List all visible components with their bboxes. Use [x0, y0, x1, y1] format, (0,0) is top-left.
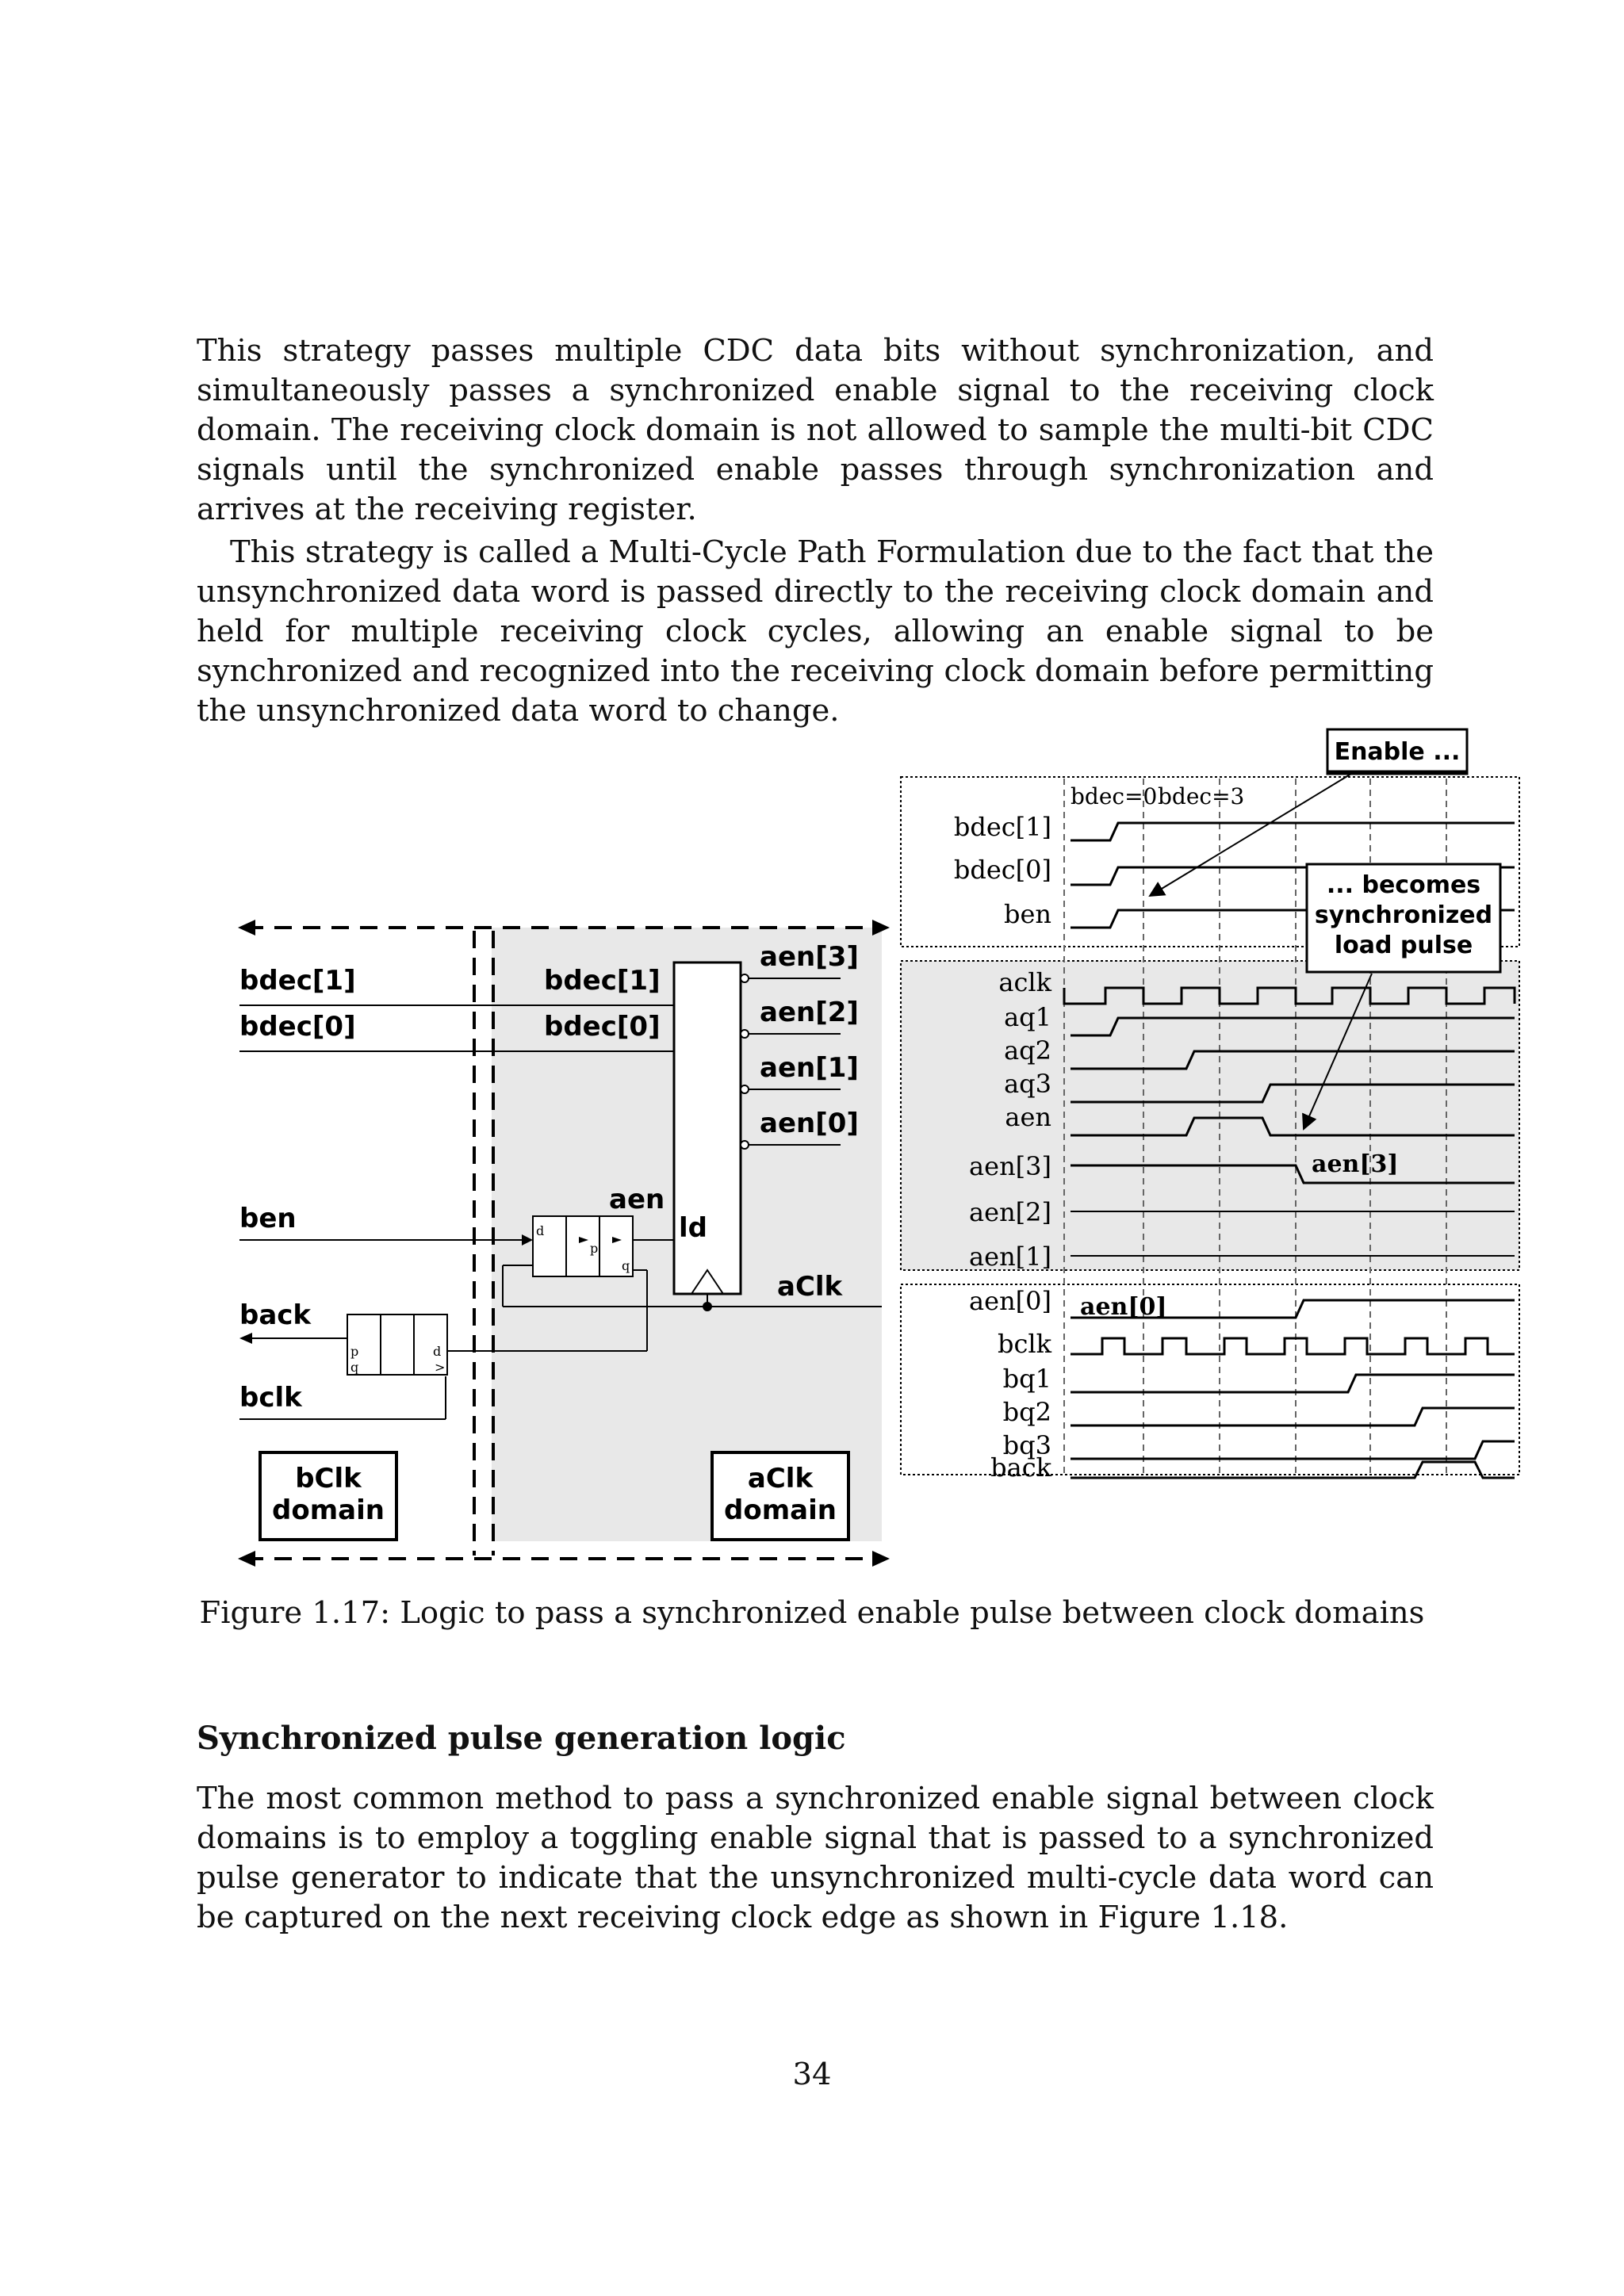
timing-label-ben: ben [1003, 899, 1051, 929]
label-bdec0-inner: bdec[0] [544, 1011, 661, 1043]
timing-label-aen: aen [1005, 1102, 1051, 1132]
timing-label-bclk: bclk [997, 1329, 1051, 1359]
page-number: 34 [792, 2057, 832, 2092]
annotation-aen0: aen[0] [1080, 1293, 1167, 1321]
label-bclk: bclk [239, 1382, 302, 1414]
pin-q: q [622, 1258, 630, 1273]
timing-label-bdec0: bdec[0] [953, 855, 1051, 885]
bclk-domain-line1: bClk [295, 1463, 362, 1494]
timing-label-aen3: aen[3] [969, 1151, 1051, 1181]
label-aen3: aen[3] [760, 941, 859, 973]
bclk-domain-line2: domain [272, 1494, 385, 1526]
paragraph-intro: This strategy passes multiple CDC data bits without synchronization, and simultaneously passes a synchronized enable signal to the receiving clock domain. The receiving clock domain is not allowed to sample the multi-bit CDC signals until the synchronized enable passes through synchronization and arrives at the receiving register. [197, 333, 1434, 527]
label-ld: ld [679, 1212, 707, 1244]
timing-label-bq3: bq3 [1002, 1430, 1051, 1460]
paragraph-multi-cycle-path: This strategy is called a Multi-Cycle Path Formulation due to the fact that the unsynchronized data word is passed directly to the receiving clock domain and held for multiple receiving clock cycles, allowing an enable signal to be synchronized and recognized into the receiving clock domain before permitting the unsynchronized data word to change. [197, 534, 1434, 729]
figure-1-17 [230, 723, 1546, 1568]
timing-label-bdec1: bdec[1] [953, 812, 1051, 842]
arrowhead-left-top [238, 920, 255, 936]
timing-label-aq2: aq2 [1004, 1035, 1051, 1066]
pin-d: d [536, 1223, 545, 1238]
pin-clk-send: > [435, 1360, 446, 1375]
pin-d-send: d [433, 1344, 442, 1359]
timing-label-aq1: aq1 [1004, 1002, 1051, 1032]
paragraph-pulse-generation: The most common method to pass a synchronized enable signal between clock domains is to employ a toggling enable signal that is passed to a synchronized pulse generator to indicate that the unsynchronized multi-cycle data word can be captured on the next receiving clock edge as shown in Figure 1.18. [197, 1781, 1434, 1935]
timing-label-bq2: bq2 [1002, 1397, 1051, 1427]
label-bdec-eq-3: bdec=3 [1158, 783, 1245, 809]
label-aen-sync: aen [609, 1184, 665, 1215]
label-aen1: aen[1] [760, 1052, 859, 1084]
label-aen2: aen[2] [760, 997, 859, 1028]
label-bdec1-left: bdec[1] [239, 965, 356, 997]
timing-label-aclk: aclk [998, 967, 1051, 997]
label-ben: ben [239, 1203, 297, 1234]
timing-label-bq1: bq1 [1002, 1364, 1051, 1394]
callout-becomes-line2: synchronized [1314, 901, 1493, 929]
pin-p-send: p [350, 1344, 359, 1359]
arrowhead-left-bottom [238, 1551, 255, 1567]
timing-label-aen2: aen[2] [969, 1197, 1051, 1227]
timing-label-aen0: aen[0] [969, 1286, 1051, 1316]
label-aclk: aClk [777, 1271, 843, 1303]
schematic [238, 920, 890, 1567]
label-aen0: aen[0] [760, 1108, 859, 1139]
timing-label-aq3: aq3 [1004, 1069, 1051, 1099]
label-bdec0-left: bdec[0] [239, 1011, 356, 1043]
timing-label-aen1: aen[1] [969, 1242, 1051, 1272]
pin-q-send: q [350, 1360, 359, 1375]
label-back: back [239, 1299, 312, 1331]
arrowhead-right-bottom [872, 1551, 890, 1567]
label-bdec-eq-0: bdec=0 [1071, 783, 1158, 809]
callout-becomes-line1: ... becomes [1326, 871, 1481, 899]
section-heading: Synchronized pulse generation logic [197, 1720, 846, 1757]
aclk-domain-line1: aClk [747, 1463, 814, 1494]
timing-diagram [901, 729, 1519, 1483]
annotation-aen3: aen[3] [1312, 1150, 1399, 1178]
aclk-domain-line2: domain [724, 1494, 837, 1526]
figure-caption: Figure 1.17: Logic to pass a synchronized enable pulse between clock domains [199, 1595, 1425, 1631]
ld-register [674, 962, 741, 1294]
timing-label-back: back [990, 1452, 1051, 1483]
callout-becomes-line3: load pulse [1334, 932, 1473, 959]
send-flop-2 [381, 1314, 414, 1375]
pin-p: p [590, 1241, 599, 1256]
callout-enable-text: Enable ... [1334, 738, 1461, 766]
label-bdec1-inner: bdec[1] [544, 965, 661, 997]
